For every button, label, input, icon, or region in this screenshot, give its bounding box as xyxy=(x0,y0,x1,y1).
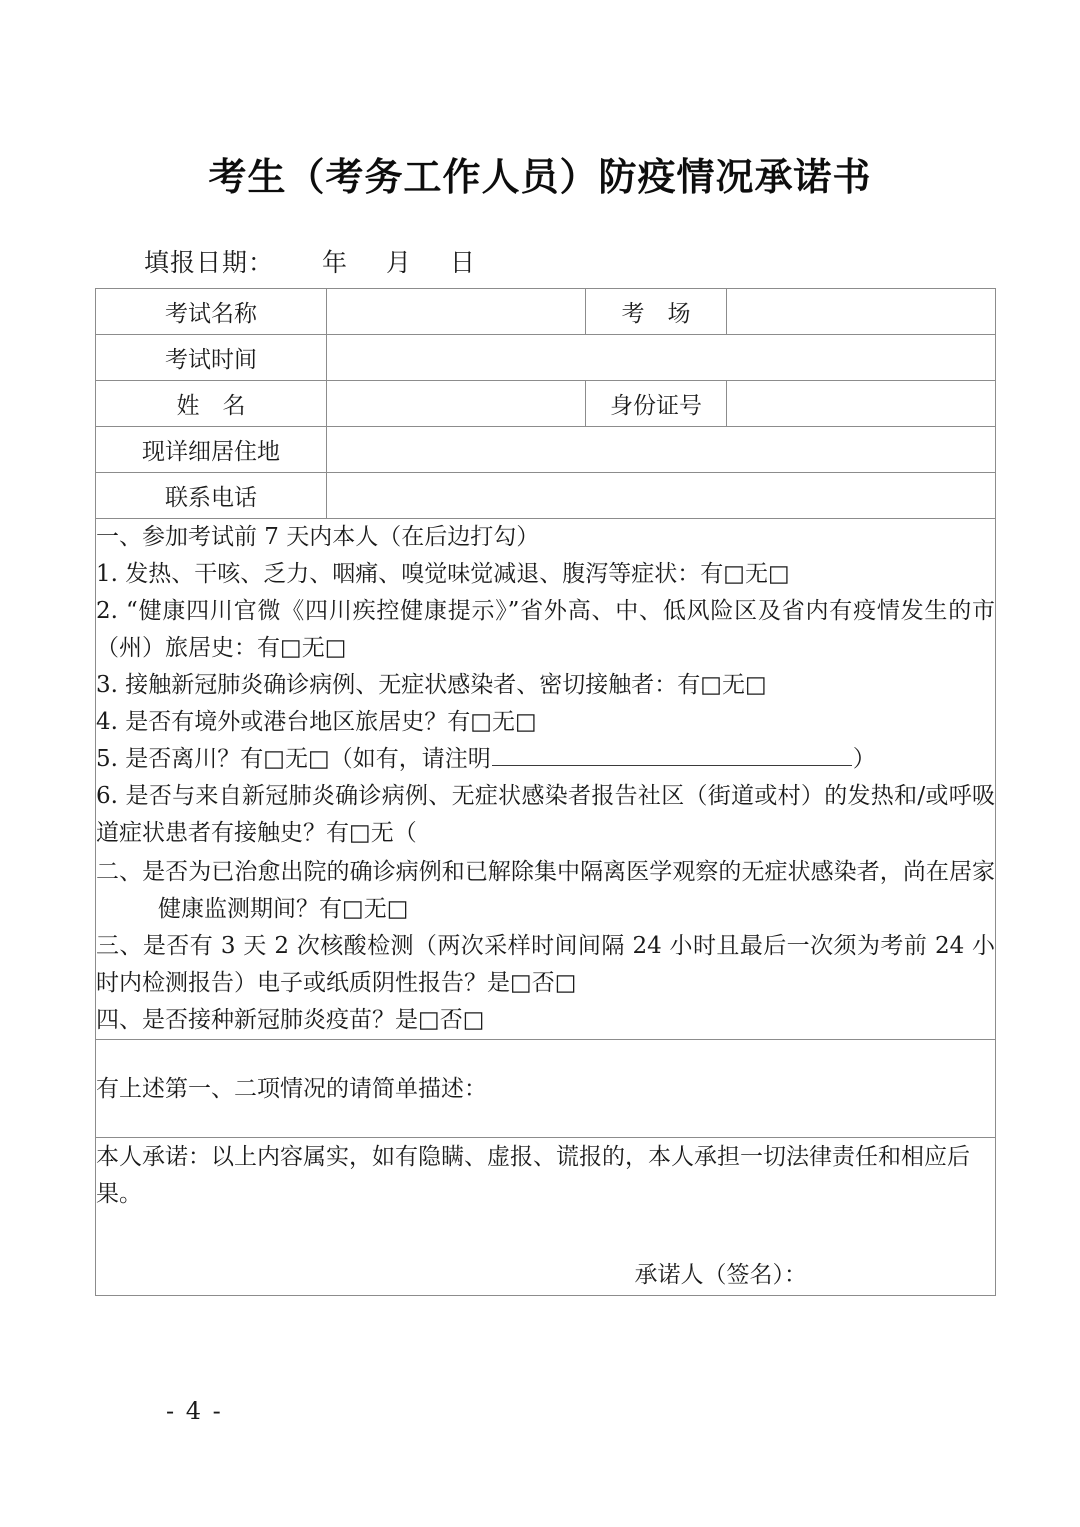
section-three[interactable]: 三、是否有 3 天 2 次核酸检测（两次采样时间间隔 24 小时且最后一次须为考前 24 小时内检测报告）电子或纸质阴性报告？是□否□ xyxy=(96,933,995,996)
describe-box[interactable] xyxy=(96,1040,996,1138)
id-number-label: 身份证号 xyxy=(586,381,727,427)
month-label: 月 xyxy=(386,248,413,277)
fill-date-label: 填报日期： xyxy=(144,248,275,277)
declaration-item-4[interactable]: 4. 是否有境外或港台地区旅居史？有□无□ xyxy=(96,709,537,735)
phone-field[interactable] xyxy=(327,473,996,519)
describe-row xyxy=(96,1040,996,1138)
exam-name-field[interactable] xyxy=(327,289,586,335)
item-5-write-in-blank[interactable] xyxy=(492,747,852,766)
declaration-body xyxy=(96,519,996,1040)
year-label: 年 xyxy=(322,248,349,277)
address-label: 现详细居住地 xyxy=(96,427,327,473)
exam-name-label: 考试名称 xyxy=(96,289,327,335)
page-number: - 4 - xyxy=(166,1397,223,1425)
declaration-item-5-suffix: ） xyxy=(852,746,876,772)
describe-prompt: 有上述第一、二项情况的请简单描述： xyxy=(96,1075,487,1102)
promise-row xyxy=(96,1138,996,1296)
address-field[interactable] xyxy=(327,427,996,473)
name-field[interactable] xyxy=(327,381,586,427)
name-label: 姓 名 xyxy=(96,381,327,427)
section-one-heading: 一、参加考试前 7 天内本人（在后边打勾） xyxy=(96,524,540,550)
table-row xyxy=(96,427,996,473)
table-row xyxy=(96,381,996,427)
declaration-item-3[interactable]: 3. 接触新冠肺炎确诊病例、无症状感染者、密切接触者：有□无□ xyxy=(96,672,767,698)
exam-time-field[interactable] xyxy=(327,335,996,381)
id-number-field[interactable] xyxy=(727,381,996,427)
page-title: 考生（考务工作人员）防疫情况承诺书 xyxy=(208,154,872,199)
promise-box xyxy=(96,1138,996,1296)
declaration-item-6[interactable]: 6. 是否与来自新冠肺炎确诊病例、无症状感染者报告社区（街道或村）的发热和/或呼吸道症状患者有接触史？有□无（ xyxy=(96,783,995,846)
declaration-row xyxy=(96,519,996,1040)
signature-label[interactable]: 承诺人（签名）： xyxy=(634,1262,807,1288)
section-two[interactable]: 二、是否为已治愈出院的确诊病例和已解除集中隔离医学观察的无症状感染者，尚在居家健康监测期间？有□无□ xyxy=(96,859,995,922)
declaration-form-table xyxy=(95,288,996,1296)
table-row xyxy=(96,473,996,519)
exam-time-label: 考试时间 xyxy=(96,335,327,381)
declaration-item-5[interactable] xyxy=(96,741,995,778)
declaration-item-2[interactable]: 2. “健康四川官微《四川疾控健康提示》”省外高、中、低风险区及省内有疫情发生的市（州）旅居史：有□无□ xyxy=(96,598,995,661)
table-row xyxy=(96,335,996,381)
exam-room-field[interactable] xyxy=(727,289,996,335)
section-four[interactable]: 四、是否接种新冠肺炎疫苗？是□否□ xyxy=(96,1007,485,1033)
day-label: 日 xyxy=(450,248,477,277)
promise-text: 本人承诺：以上内容属实，如有隐瞒、虚报、谎报的，本人承担一切法律责任和相应后果。 xyxy=(96,1144,970,1207)
declaration-item-1[interactable]: 1. 发热、干咳、乏力、咽痛、嗅觉味觉减退、腹泻等症状：有□无□ xyxy=(96,561,790,587)
fill-date-line xyxy=(144,243,476,279)
declaration-item-5-text: 5. 是否离川？有□无□（如有，请注明 xyxy=(96,746,491,772)
table-row xyxy=(96,289,996,335)
phone-label: 联系电话 xyxy=(96,473,327,519)
exam-room-label: 考 场 xyxy=(586,289,727,335)
